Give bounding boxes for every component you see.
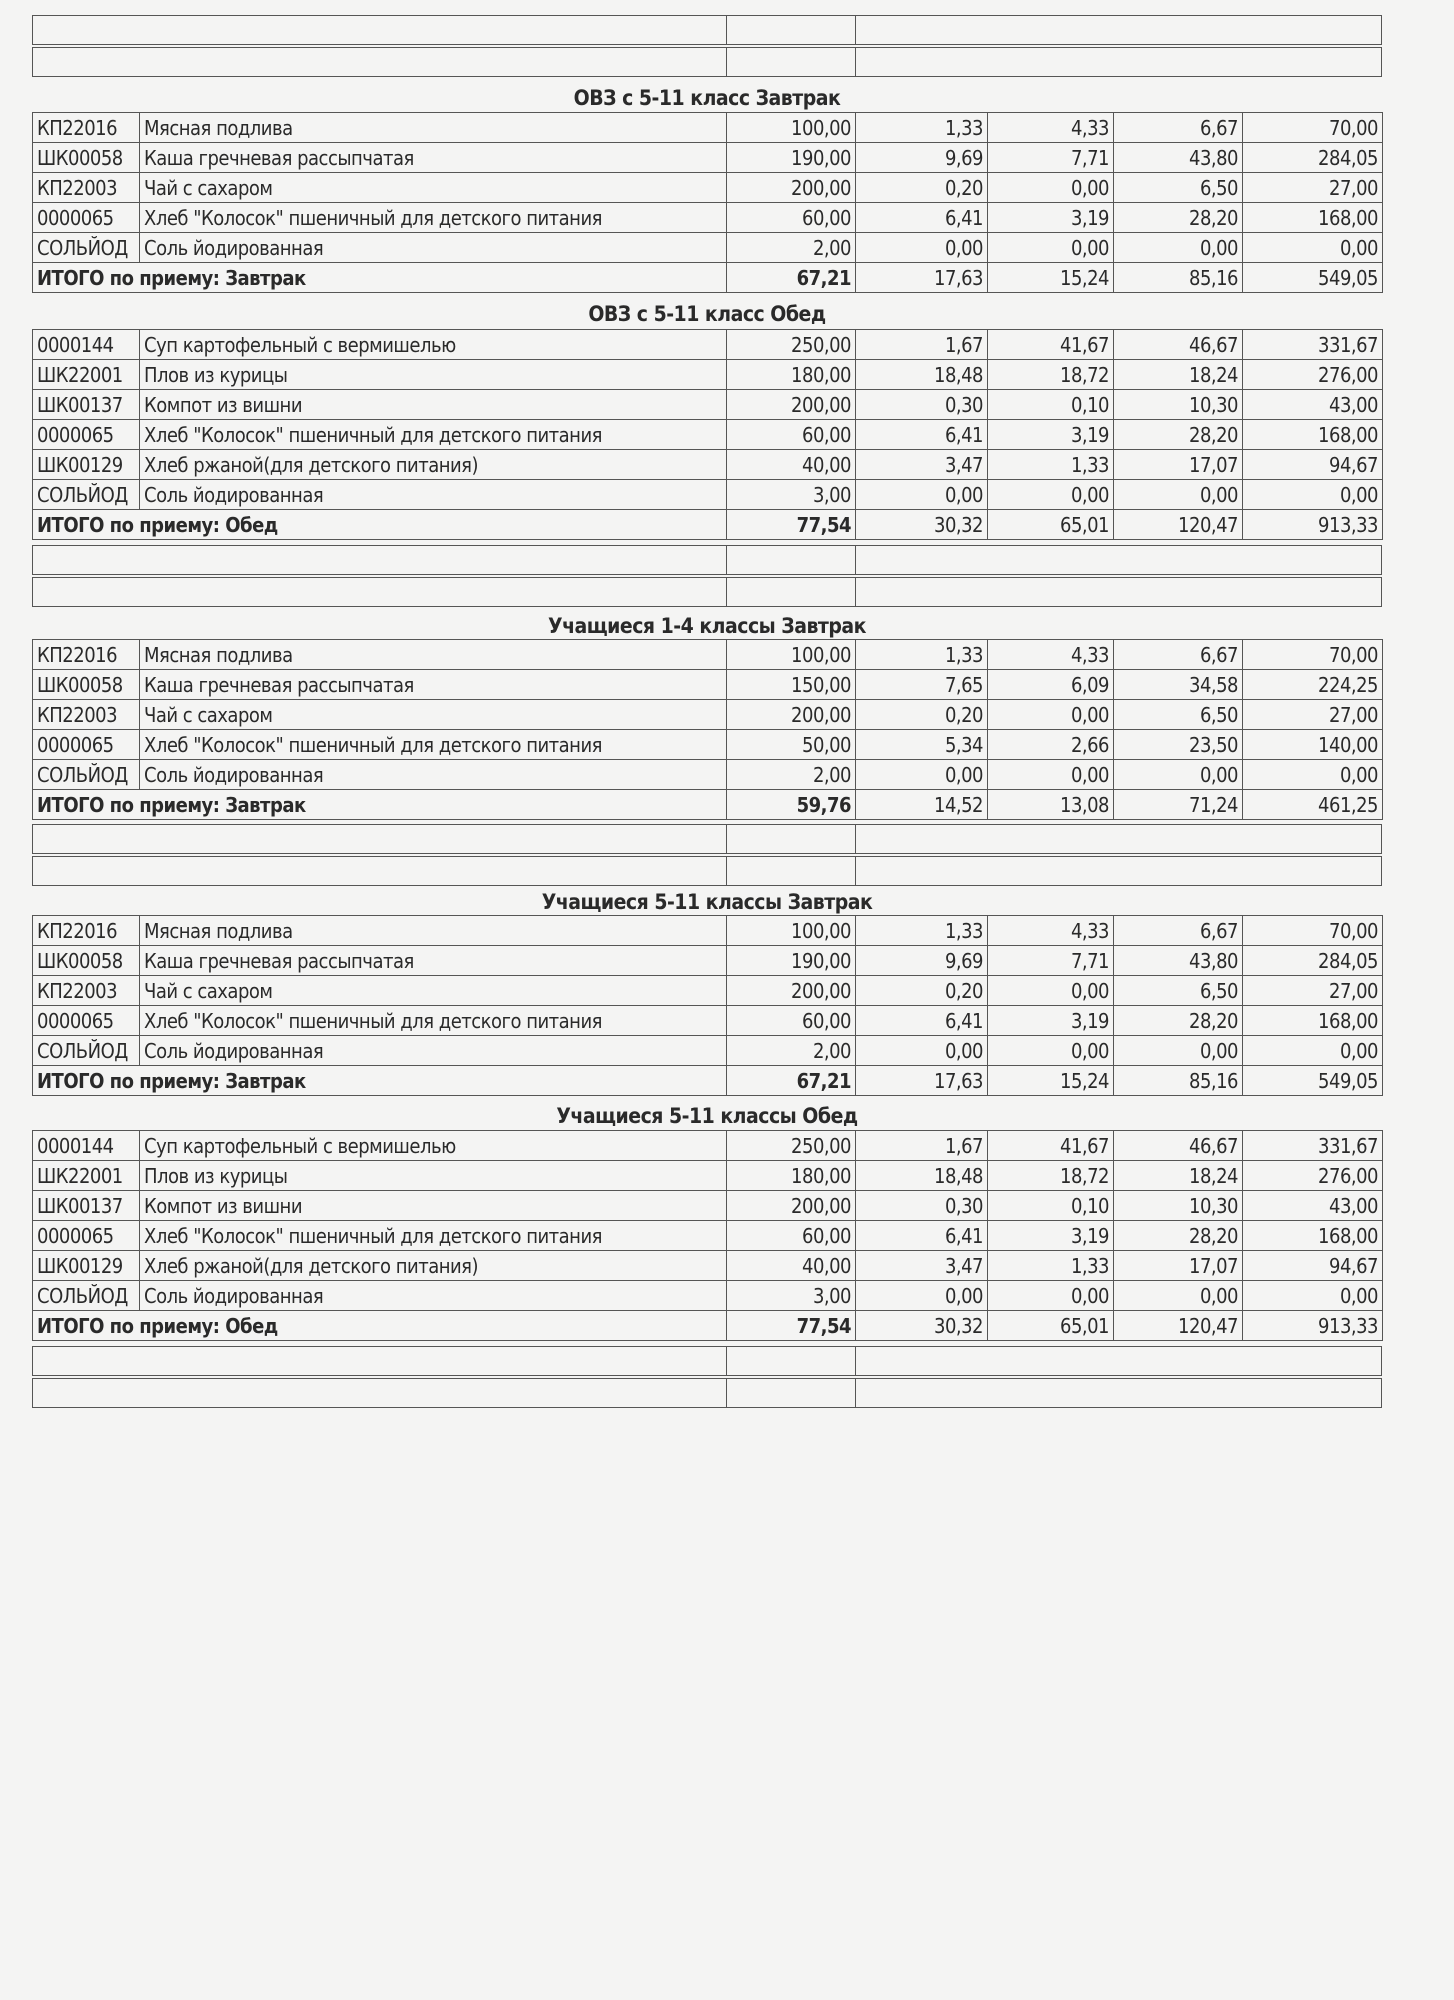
proteins-cell: 1,33 — [856, 916, 988, 946]
fats-total: 15,24 — [988, 263, 1114, 293]
dish-name-cell: Суп картофельный с вермишелью — [140, 330, 727, 360]
code-cell: 0000065 — [33, 420, 140, 450]
fats-cell: 0,10 — [988, 390, 1114, 420]
portion-weight-cell: 50,00 — [727, 730, 856, 760]
code-cell: 0000065 — [33, 1221, 140, 1251]
fats-cell: 3,19 — [988, 1006, 1114, 1036]
calories-cell: 27,00 — [1243, 700, 1383, 730]
code-cell: КП22003 — [33, 700, 140, 730]
empty-table — [32, 1346, 1382, 1408]
portion-weight-cell: 60,00 — [727, 1221, 856, 1251]
carbohydrates-cell: 6,67 — [1114, 113, 1243, 143]
code-cell: 0000144 — [33, 330, 140, 360]
proteins-total: 30,32 — [856, 510, 988, 540]
code-cell: ШК00129 — [33, 1251, 140, 1281]
proteins-total: 17,63 — [856, 263, 988, 293]
fats-cell: 18,72 — [988, 360, 1114, 390]
section-table — [32, 1130, 1382, 1341]
table-row — [33, 360, 1383, 390]
calories-cell: 43,00 — [1243, 1191, 1383, 1221]
carbohydrates-cell: 28,20 — [1114, 203, 1243, 233]
calories-cell: 70,00 — [1243, 916, 1383, 946]
calories-total: 913,33 — [1243, 510, 1383, 540]
table-row — [33, 1221, 1383, 1251]
fats-cell: 0,00 — [988, 1281, 1114, 1311]
fats-cell: 3,19 — [988, 420, 1114, 450]
proteins-cell: 18,48 — [856, 360, 988, 390]
calories-cell: 168,00 — [1243, 1006, 1383, 1036]
proteins-cell: 9,69 — [856, 143, 988, 173]
table-row — [33, 1131, 1383, 1161]
dish-name-cell: Хлеб ржаной(для детского питания) — [140, 450, 727, 480]
calories-cell: 224,25 — [1243, 670, 1383, 700]
carbohydrates-cell: 46,67 — [1114, 330, 1243, 360]
proteins-cell: 18,48 — [856, 1161, 988, 1191]
calories-cell: 140,00 — [1243, 730, 1383, 760]
carbohydrates-cell: 28,20 — [1114, 420, 1243, 450]
proteins-cell: 7,65 — [856, 670, 988, 700]
portion-weight-cell: 2,00 — [727, 760, 856, 790]
table-row — [33, 143, 1383, 173]
table-row — [33, 700, 1383, 730]
dish-name-cell: Чай с сахаром — [140, 976, 727, 1006]
carbohydrates-cell: 6,50 — [1114, 700, 1243, 730]
carbohydrates-cell: 0,00 — [1114, 1036, 1243, 1066]
portion-weight-cell: 190,00 — [727, 143, 856, 173]
carbohydrates-cell: 18,24 — [1114, 1161, 1243, 1191]
proteins-cell: 6,41 — [856, 420, 988, 450]
code-cell: 0000144 — [33, 1131, 140, 1161]
dish-name-cell: Хлеб "Колосок" пшеничный для детского питания — [140, 1221, 727, 1251]
code-cell: СОЛЬЙОД — [33, 480, 140, 510]
table-row — [33, 173, 1383, 203]
portion-weight-cell: 2,00 — [727, 233, 856, 263]
fats-cell: 6,09 — [988, 670, 1114, 700]
fats-cell: 0,10 — [988, 1191, 1114, 1221]
portion-weight-cell: 200,00 — [727, 173, 856, 203]
calories-cell: 0,00 — [1243, 1281, 1383, 1311]
calories-cell: 168,00 — [1243, 203, 1383, 233]
calories-cell: 27,00 — [1243, 976, 1383, 1006]
carbohydrates-total: 85,16 — [1114, 1066, 1243, 1096]
portion-weight-cell: 3,00 — [727, 480, 856, 510]
portion-weight-total: 77,54 — [727, 1311, 856, 1341]
section-title: Учащиеся 5-11 классы Обед — [556, 1104, 858, 1128]
portion-weight-cell: 3,00 — [727, 1281, 856, 1311]
table-row — [33, 1161, 1383, 1191]
code-cell: СОЛЬЙОД — [33, 1036, 140, 1066]
carbohydrates-cell: 18,24 — [1114, 360, 1243, 390]
carbohydrates-cell: 10,30 — [1114, 390, 1243, 420]
proteins-total: 14,52 — [856, 790, 988, 820]
calories-cell: 0,00 — [1243, 233, 1383, 263]
total-label: ИТОГО по приему: Завтрак — [33, 1066, 727, 1096]
calories-total: 461,25 — [1243, 790, 1383, 820]
portion-weight-cell: 200,00 — [727, 1191, 856, 1221]
table-row — [33, 670, 1383, 700]
dish-name-cell: Суп картофельный с вермишелью — [140, 1131, 727, 1161]
portion-weight-cell: 250,00 — [727, 330, 856, 360]
table-row — [33, 113, 1383, 143]
proteins-cell: 1,33 — [856, 640, 988, 670]
dish-name-cell: Хлеб "Колосок" пшеничный для детского питания — [140, 420, 727, 450]
calories-cell: 70,00 — [1243, 113, 1383, 143]
total-row — [33, 790, 1383, 820]
proteins-cell: 0,00 — [856, 480, 988, 510]
fats-total: 65,01 — [988, 1311, 1114, 1341]
dish-name-cell: Каша гречневая рассыпчатая — [140, 670, 727, 700]
carbohydrates-cell: 6,67 — [1114, 916, 1243, 946]
portion-weight-cell: 200,00 — [727, 700, 856, 730]
carbohydrates-cell: 17,07 — [1114, 1251, 1243, 1281]
calories-cell: 284,05 — [1243, 946, 1383, 976]
section-title: ОВЗ с 5-11 класс Завтрак — [573, 86, 841, 110]
carbohydrates-cell: 6,50 — [1114, 173, 1243, 203]
dish-name-cell: Компот из вишни — [140, 1191, 727, 1221]
proteins-cell: 9,69 — [856, 946, 988, 976]
table-row — [33, 450, 1383, 480]
total-row — [33, 263, 1383, 293]
portion-weight-total: 67,21 — [727, 263, 856, 293]
section-table — [32, 329, 1382, 540]
section-table — [32, 639, 1382, 820]
table-row — [33, 946, 1383, 976]
carbohydrates-cell: 28,20 — [1114, 1006, 1243, 1036]
calories-total: 913,33 — [1243, 1311, 1383, 1341]
fats-cell: 1,33 — [988, 450, 1114, 480]
carbohydrates-cell: 6,67 — [1114, 640, 1243, 670]
portion-weight-cell: 40,00 — [727, 450, 856, 480]
total-label: ИТОГО по приему: Завтрак — [33, 790, 727, 820]
proteins-total: 17,63 — [856, 1066, 988, 1096]
proteins-cell: 0,00 — [856, 233, 988, 263]
fats-total: 65,01 — [988, 510, 1114, 540]
table-row — [33, 916, 1383, 946]
portion-weight-cell: 200,00 — [727, 390, 856, 420]
fats-cell: 0,00 — [988, 480, 1114, 510]
table-row — [33, 640, 1383, 670]
proteins-cell: 0,30 — [856, 1191, 988, 1221]
proteins-cell: 0,00 — [856, 1281, 988, 1311]
code-cell: ШК00058 — [33, 670, 140, 700]
proteins-cell: 0,20 — [856, 173, 988, 203]
fats-cell: 3,19 — [988, 1221, 1114, 1251]
table-row — [33, 330, 1383, 360]
fats-cell: 7,71 — [988, 143, 1114, 173]
dish-name-cell: Соль йодированная — [140, 1281, 727, 1311]
proteins-cell: 1,33 — [856, 113, 988, 143]
empty-table — [32, 545, 1382, 607]
fats-cell: 1,33 — [988, 1251, 1114, 1281]
code-cell: КП22003 — [33, 173, 140, 203]
proteins-cell: 6,41 — [856, 203, 988, 233]
calories-cell: 331,67 — [1243, 1131, 1383, 1161]
table-row — [33, 1036, 1383, 1066]
table-row — [33, 760, 1383, 790]
dish-name-cell: Хлеб "Колосок" пшеничный для детского питания — [140, 730, 727, 760]
portion-weight-cell: 190,00 — [727, 946, 856, 976]
carbohydrates-cell: 0,00 — [1114, 480, 1243, 510]
calories-cell: 43,00 — [1243, 390, 1383, 420]
dish-name-cell: Мясная подлива — [140, 916, 727, 946]
calories-cell: 0,00 — [1243, 480, 1383, 510]
carbohydrates-total: 71,24 — [1114, 790, 1243, 820]
section-table — [32, 915, 1382, 1096]
fats-cell: 0,00 — [988, 976, 1114, 1006]
dish-name-cell: Соль йодированная — [140, 233, 727, 263]
code-cell: КП22016 — [33, 113, 140, 143]
portion-weight-cell: 180,00 — [727, 360, 856, 390]
calories-total: 549,05 — [1243, 263, 1383, 293]
total-row — [33, 1066, 1383, 1096]
calories-cell: 94,67 — [1243, 1251, 1383, 1281]
total-label: ИТОГО по приему: Обед — [33, 510, 727, 540]
portion-weight-cell: 100,00 — [727, 640, 856, 670]
proteins-cell: 0,20 — [856, 976, 988, 1006]
carbohydrates-cell: 17,07 — [1114, 450, 1243, 480]
code-cell: ШК00129 — [33, 450, 140, 480]
proteins-cell: 3,47 — [856, 450, 988, 480]
calories-cell: 0,00 — [1243, 760, 1383, 790]
dish-name-cell: Компот из вишни — [140, 390, 727, 420]
fats-cell: 4,33 — [988, 113, 1114, 143]
code-cell: ШК00058 — [33, 143, 140, 173]
dish-name-cell: Плов из курицы — [140, 360, 727, 390]
portion-weight-total: 59,76 — [727, 790, 856, 820]
fats-cell: 41,67 — [988, 1131, 1114, 1161]
calories-cell: 94,67 — [1243, 450, 1383, 480]
carbohydrates-cell: 6,50 — [1114, 976, 1243, 1006]
calories-cell: 331,67 — [1243, 330, 1383, 360]
dish-name-cell: Хлеб "Колосок" пшеничный для детского питания — [140, 1006, 727, 1036]
carbohydrates-cell: 46,67 — [1114, 1131, 1243, 1161]
calories-cell: 284,05 — [1243, 143, 1383, 173]
dish-name-cell: Мясная подлива — [140, 113, 727, 143]
proteins-cell: 3,47 — [856, 1251, 988, 1281]
table-row — [33, 976, 1383, 1006]
carbohydrates-cell: 0,00 — [1114, 1281, 1243, 1311]
fats-total: 13,08 — [988, 790, 1114, 820]
carbohydrates-total: 85,16 — [1114, 263, 1243, 293]
empty-table — [32, 15, 1382, 77]
total-label: ИТОГО по приему: Обед — [33, 1311, 727, 1341]
empty-table — [32, 824, 1382, 886]
calories-cell: 70,00 — [1243, 640, 1383, 670]
code-cell: СОЛЬЙОД — [33, 760, 140, 790]
section-title: Учащиеся 1-4 классы Завтрак — [548, 614, 866, 638]
fats-cell: 2,66 — [988, 730, 1114, 760]
portion-weight-cell: 200,00 — [727, 976, 856, 1006]
carbohydrates-cell: 10,30 — [1114, 1191, 1243, 1221]
dish-name-cell: Хлеб ржаной(для детского питания) — [140, 1251, 727, 1281]
code-cell: 0000065 — [33, 1006, 140, 1036]
fats-cell: 41,67 — [988, 330, 1114, 360]
fats-cell: 0,00 — [988, 1036, 1114, 1066]
fats-cell: 7,71 — [988, 946, 1114, 976]
dish-name-cell: Каша гречневая рассыпчатая — [140, 946, 727, 976]
table-row — [33, 203, 1383, 233]
code-cell: ШК22001 — [33, 360, 140, 390]
carbohydrates-cell: 28,20 — [1114, 1221, 1243, 1251]
portion-weight-cell: 100,00 — [727, 916, 856, 946]
code-cell: СОЛЬЙОД — [33, 1281, 140, 1311]
code-cell: КП22003 — [33, 976, 140, 1006]
carbohydrates-total: 120,47 — [1114, 1311, 1243, 1341]
calories-cell: 168,00 — [1243, 1221, 1383, 1251]
portion-weight-total: 67,21 — [727, 1066, 856, 1096]
table-row — [33, 1191, 1383, 1221]
table-row — [33, 1251, 1383, 1281]
calories-cell: 27,00 — [1243, 173, 1383, 203]
calories-cell: 276,00 — [1243, 360, 1383, 390]
proteins-cell: 1,67 — [856, 1131, 988, 1161]
code-cell: СОЛЬЙОД — [33, 233, 140, 263]
table-row — [33, 390, 1383, 420]
section-title: Учащиеся 5-11 классы Завтрак — [541, 890, 873, 914]
dish-name-cell: Чай с сахаром — [140, 700, 727, 730]
carbohydrates-cell: 23,50 — [1114, 730, 1243, 760]
proteins-cell: 0,00 — [856, 760, 988, 790]
fats-cell: 3,19 — [988, 203, 1114, 233]
portion-weight-cell: 150,00 — [727, 670, 856, 700]
carbohydrates-cell: 34,58 — [1114, 670, 1243, 700]
table-row — [33, 420, 1383, 450]
fats-cell: 0,00 — [988, 173, 1114, 203]
proteins-cell: 0,00 — [856, 1036, 988, 1066]
table-row — [33, 730, 1383, 760]
carbohydrates-cell: 43,80 — [1114, 946, 1243, 976]
calories-total: 549,05 — [1243, 1066, 1383, 1096]
table-row — [33, 1281, 1383, 1311]
fats-total: 15,24 — [988, 1066, 1114, 1096]
carbohydrates-total: 120,47 — [1114, 510, 1243, 540]
table-row — [33, 480, 1383, 510]
portion-weight-cell: 40,00 — [727, 1251, 856, 1281]
code-cell: ШК22001 — [33, 1161, 140, 1191]
proteins-total: 30,32 — [856, 1311, 988, 1341]
portion-weight-cell: 100,00 — [727, 113, 856, 143]
code-cell: ШК00058 — [33, 946, 140, 976]
proteins-cell: 5,34 — [856, 730, 988, 760]
section-title: ОВЗ с 5-11 класс Обед — [588, 302, 826, 326]
proteins-cell: 1,67 — [856, 330, 988, 360]
portion-weight-cell: 60,00 — [727, 420, 856, 450]
total-row — [33, 1311, 1383, 1341]
fats-cell: 4,33 — [988, 640, 1114, 670]
portion-weight-cell: 60,00 — [727, 1006, 856, 1036]
proteins-cell: 0,30 — [856, 390, 988, 420]
carbohydrates-cell: 43,80 — [1114, 143, 1243, 173]
calories-cell: 168,00 — [1243, 420, 1383, 450]
table-row — [33, 1006, 1383, 1036]
dish-name-cell: Чай с сахаром — [140, 173, 727, 203]
fats-cell: 0,00 — [988, 760, 1114, 790]
carbohydrates-cell: 0,00 — [1114, 233, 1243, 263]
code-cell: 0000065 — [33, 203, 140, 233]
fats-cell: 18,72 — [988, 1161, 1114, 1191]
fats-cell: 0,00 — [988, 700, 1114, 730]
dish-name-cell: Мясная подлива — [140, 640, 727, 670]
code-cell: 0000065 — [33, 730, 140, 760]
portion-weight-cell: 180,00 — [727, 1161, 856, 1191]
dish-name-cell: Каша гречневая рассыпчатая — [140, 143, 727, 173]
calories-cell: 0,00 — [1243, 1036, 1383, 1066]
dish-name-cell: Плов из курицы — [140, 1161, 727, 1191]
total-row — [33, 510, 1383, 540]
dish-name-cell: Соль йодированная — [140, 1036, 727, 1066]
code-cell: КП22016 — [33, 916, 140, 946]
table-row — [33, 233, 1383, 263]
code-cell: ШК00137 — [33, 1191, 140, 1221]
dish-name-cell: Хлеб "Колосок" пшеничный для детского питания — [140, 203, 727, 233]
portion-weight-cell: 60,00 — [727, 203, 856, 233]
carbohydrates-cell: 0,00 — [1114, 760, 1243, 790]
proteins-cell: 6,41 — [856, 1006, 988, 1036]
portion-weight-total: 77,54 — [727, 510, 856, 540]
dish-name-cell: Соль йодированная — [140, 480, 727, 510]
code-cell: КП22016 — [33, 640, 140, 670]
section-table — [32, 112, 1382, 293]
code-cell: ШК00137 — [33, 390, 140, 420]
calories-cell: 276,00 — [1243, 1161, 1383, 1191]
portion-weight-cell: 250,00 — [727, 1131, 856, 1161]
proteins-cell: 0,20 — [856, 700, 988, 730]
portion-weight-cell: 2,00 — [727, 1036, 856, 1066]
fats-cell: 0,00 — [988, 233, 1114, 263]
total-label: ИТОГО по приему: Завтрак — [33, 263, 727, 293]
dish-name-cell: Соль йодированная — [140, 760, 727, 790]
fats-cell: 4,33 — [988, 916, 1114, 946]
proteins-cell: 6,41 — [856, 1221, 988, 1251]
